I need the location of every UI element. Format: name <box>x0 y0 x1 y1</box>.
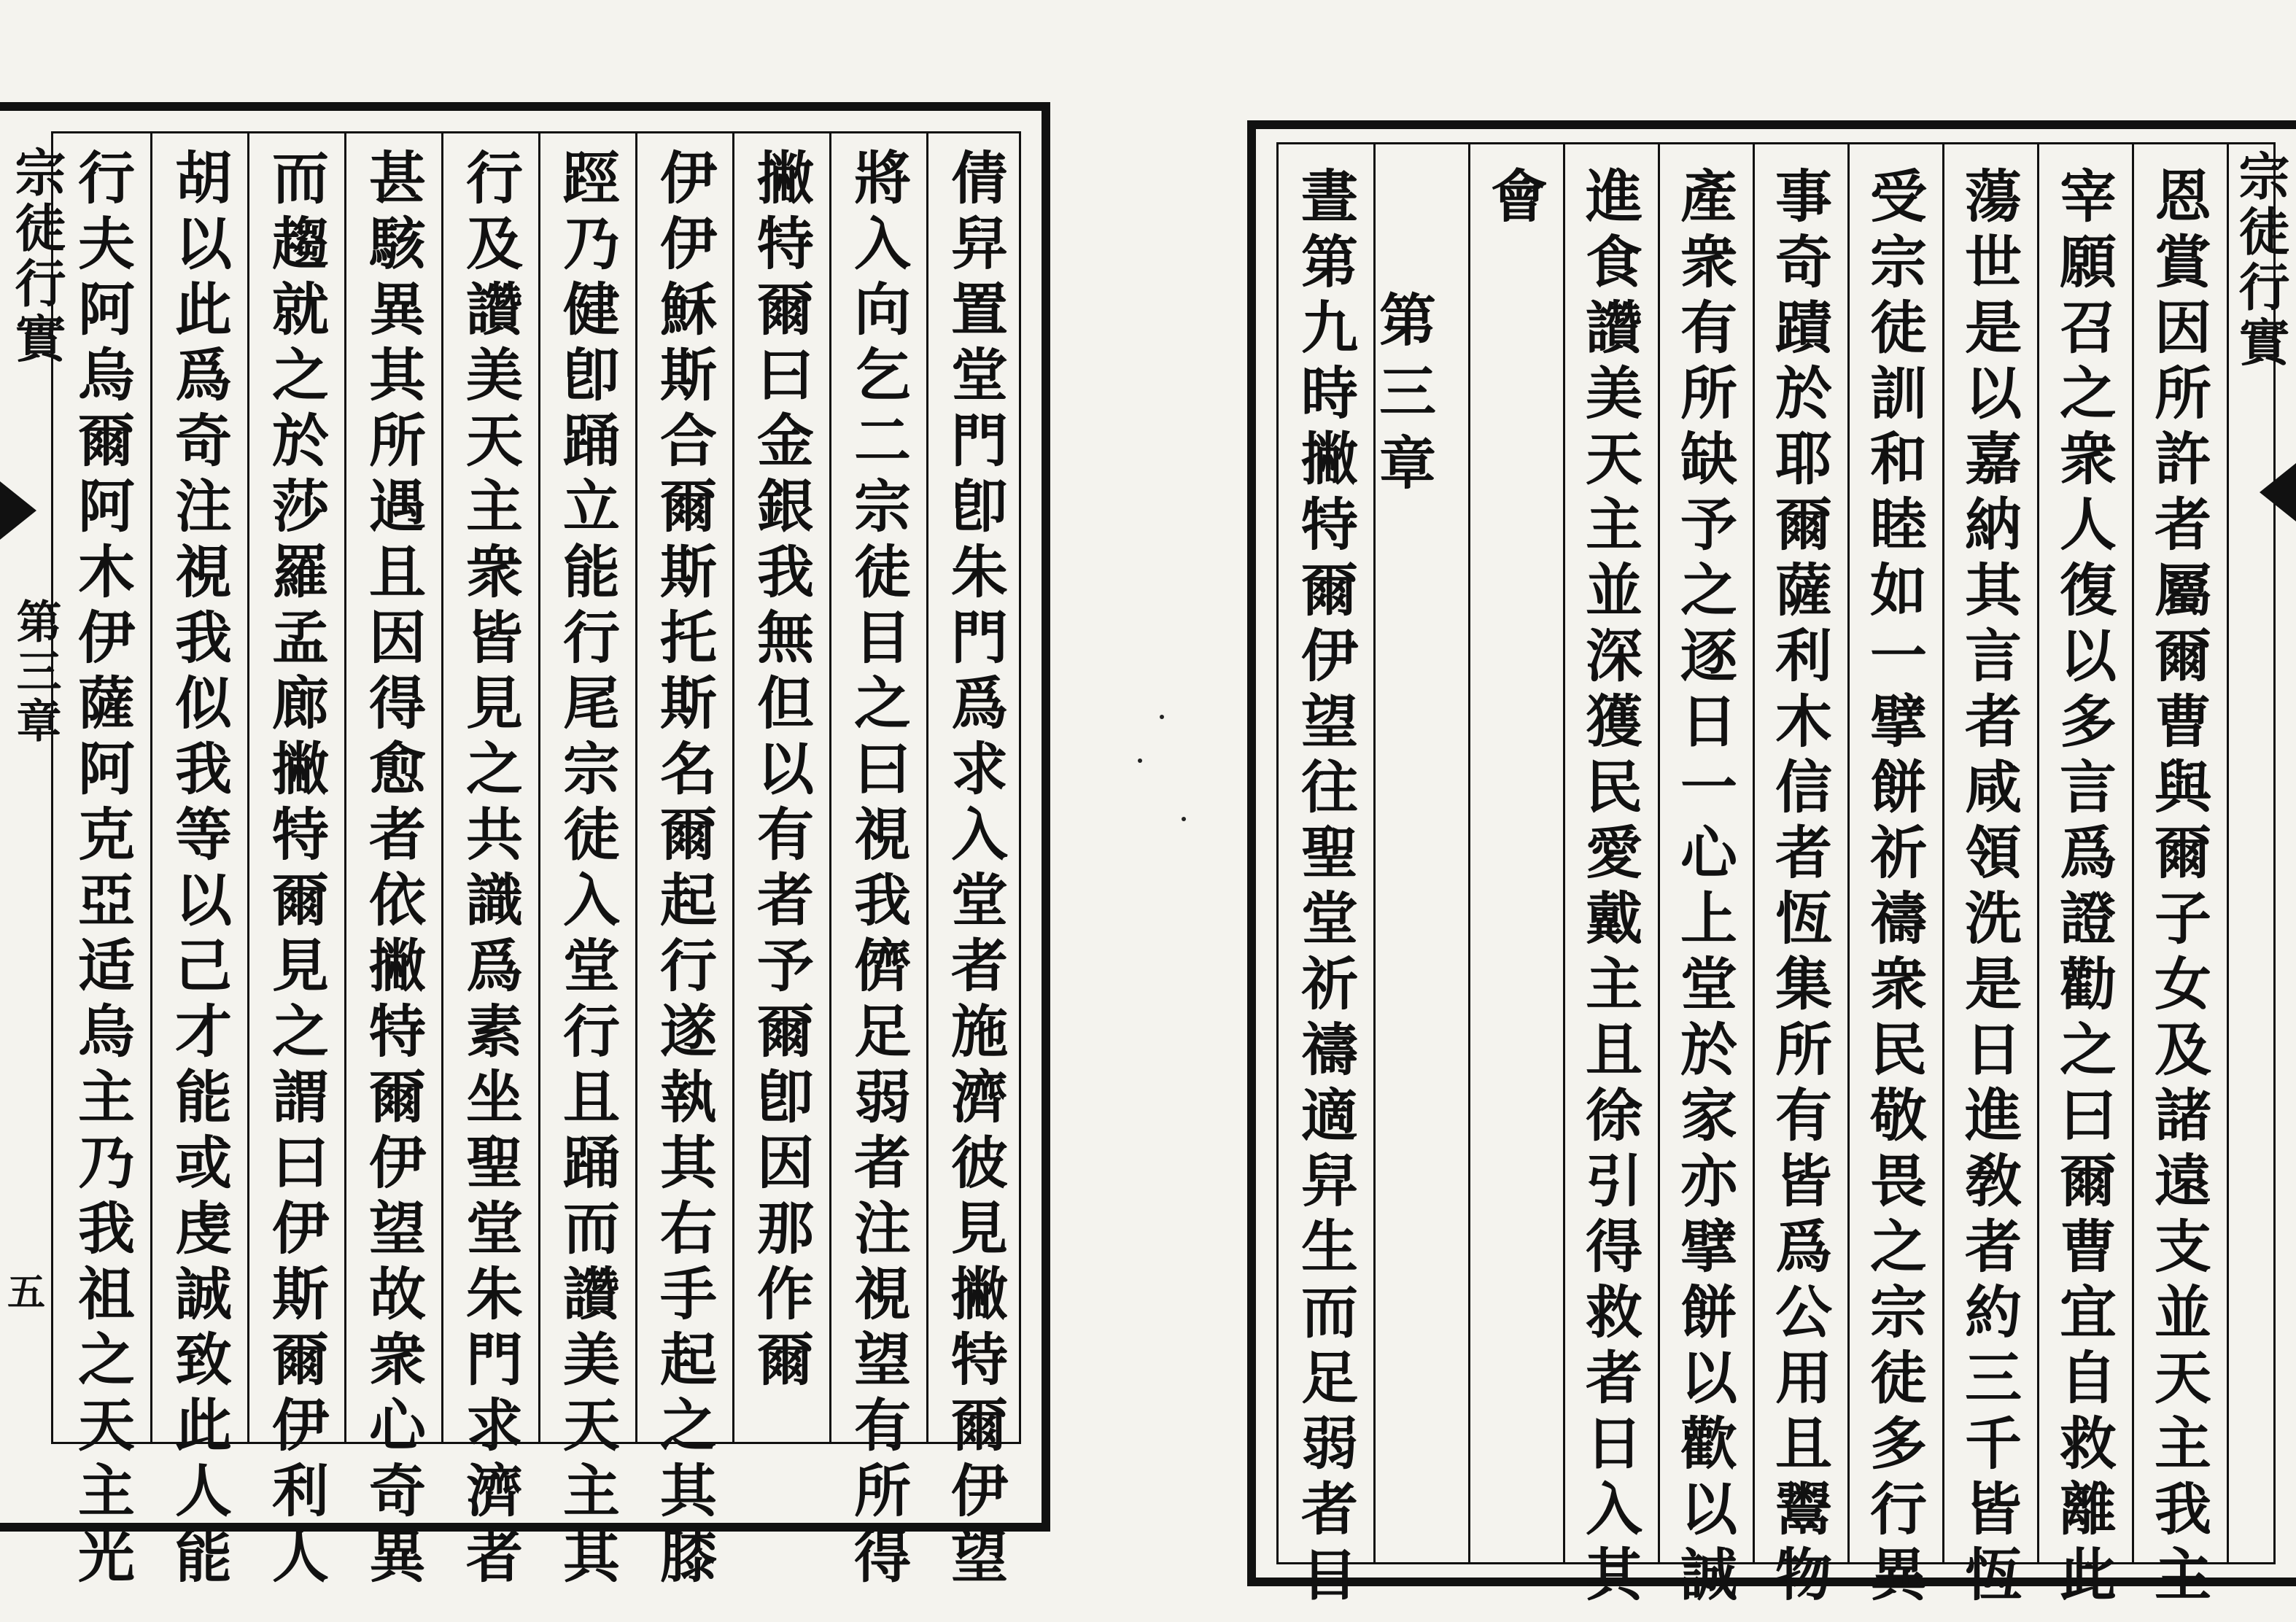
text-column: 踁乃健卽踊立能行尾宗徒入堂行且踊而讚美天主其 <box>554 148 620 1592</box>
text-column: 晝第九時撇特爾伊望往聖堂祈禱適舁生而足弱者日 <box>1292 166 1358 1610</box>
text-column: 倩舁置堂門卽朱門爲求入堂者施濟彼見撇特爾伊望 <box>942 148 1008 1592</box>
chapter-label: 第三章 <box>9 598 62 747</box>
column-rule <box>538 133 540 1442</box>
text-column: 甚駭異其所遇且因得愈者依撇特爾伊望故衆心奇異 <box>360 148 426 1592</box>
text-column: 伊伊穌斯合爾斯托斯名爾起行遂執其右手起之其膝 <box>651 148 717 1592</box>
ink-speck <box>1160 715 1164 719</box>
column-rule <box>1563 144 1565 1562</box>
column-rule <box>2132 144 2134 1562</box>
text-column: 受宗徒訓和睦如一擘餅祈禱衆民敬畏之宗徒多行異 <box>1861 166 1927 1610</box>
ink-speck <box>1182 817 1186 821</box>
page-number: 五 <box>7 1270 46 1315</box>
text-column: 恩賞因所許者屬爾曹與爾子女及諸遠支並天主我主 <box>2145 166 2211 1610</box>
column-rule <box>1468 144 1470 1562</box>
column-rule <box>2037 144 2039 1562</box>
left-text-block <box>51 131 1021 1592</box>
text-column: 將入向乞二宗徒目之曰視我儕足弱者注視望有所得 <box>845 148 911 1592</box>
text-column: 蕩世是以嘉納其言者咸領洗是日進敎者約三千皆恆 <box>1955 166 2022 1610</box>
fishtail-mark <box>0 481 36 540</box>
text-column: 行夫阿烏爾阿木伊薩阿克亞适烏主乃我祖之天主光 <box>69 148 135 1592</box>
right-page <box>1247 120 2296 1610</box>
text-column: 宰願召之衆人復以多言爲證勸之曰爾曹宜自救離此 <box>2050 166 2117 1610</box>
text-column: 事奇蹟於耶爾薩利木信者恆集所有皆爲公用且鬻物 <box>1766 166 1832 1610</box>
text-column: 撇特爾曰金銀我無但以有者予爾卽因那作爾 <box>748 148 814 1395</box>
column-rule <box>441 133 443 1442</box>
column-rule <box>829 133 831 1442</box>
ink-speck <box>1138 758 1142 763</box>
text-column: 胡以此爲奇注視我似我等以己才能或虔誠致此人能 <box>166 148 232 1592</box>
left-page <box>0 102 1058 1592</box>
chapter-heading: 第三章 <box>1370 290 1436 505</box>
column-rule <box>1847 144 1850 1562</box>
column-rule <box>1658 144 1660 1562</box>
fishtail-mark <box>2260 463 2296 521</box>
column-rule <box>635 133 637 1442</box>
running-title: 宗徒行實 <box>7 146 67 368</box>
running-title: 宗徒行實 <box>2230 150 2291 371</box>
column-rule <box>1753 144 1755 1562</box>
right-text-block <box>1276 142 2276 1610</box>
text-column: 行及讚美天主衆皆見之共識爲素坐聖堂朱門求濟者 <box>457 148 523 1592</box>
column-rule <box>247 133 249 1442</box>
text-column: 會 <box>1481 166 1548 232</box>
column-rule <box>1942 144 1944 1562</box>
column-rule <box>926 133 928 1442</box>
text-column: 產衆有所缺予之逐日一心上堂於家亦擘餅以歡以誠 <box>1671 166 1737 1610</box>
text-column: 進食讚美天主並深獲民愛戴主且徐引得救者日入其 <box>1576 166 1643 1610</box>
column-rule <box>150 133 152 1442</box>
text-column: 而趨就之於莎羅孟廊撇特爾見之謂曰伊斯爾伊利人 <box>263 148 329 1592</box>
column-rule <box>732 133 734 1442</box>
column-rule <box>344 133 346 1442</box>
